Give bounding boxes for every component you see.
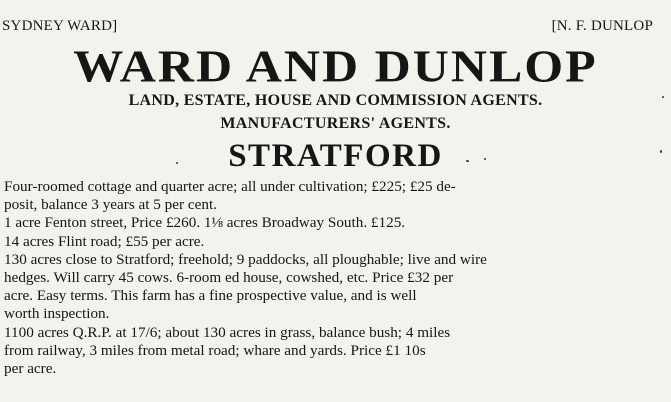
listing-line: posit, balance 3 years at 5 per cent. <box>4 196 217 214</box>
services-subtitle: LAND, ESTATE, HOUSE AND COMMISSION AGENTS. <box>128 92 543 109</box>
listing-item <box>4 324 668 379</box>
listing-item <box>4 233 668 251</box>
print-speck <box>176 162 178 164</box>
listing-line: worth inspection. <box>4 305 110 323</box>
print-speck <box>466 160 469 162</box>
agents-subtitle: MANUFACTURERS' AGENTS. <box>220 115 451 132</box>
listing-item <box>4 251 668 324</box>
ward-label: SYDNEY WARD] <box>2 18 118 34</box>
print-speck <box>662 96 664 98</box>
listing-line: hedges. Will carry 45 cows. 6-room ed house, cowshed, etc. Price £32 per <box>4 269 454 287</box>
property-listings <box>4 178 668 378</box>
listing-line: 130 acres close to Stratford; freehold; 9 paddocks, all ploughable; live and wire <box>4 250 487 268</box>
listing-line: 1 acre Fenton street, Price £260. 1⅛ acres Broadway South. £125. <box>4 214 406 232</box>
listing-item <box>4 178 668 214</box>
listing-line: 1100 acres Q.R.P. at 17/6; about 130 acres in grass, balance bush; 4 miles <box>4 323 451 341</box>
print-speck <box>660 150 662 153</box>
listing-item <box>4 214 668 232</box>
firm-name-heading: WARD AND DUNLOP <box>73 40 598 92</box>
listing-line: 14 acres Flint road; £55 per acre. <box>4 232 205 250</box>
listing-line: from railway, 3 miles from metal road; whare and yards. Price £1 10s <box>4 341 426 359</box>
agent-name-label: [N. F. DUNLOP <box>551 18 653 34</box>
listing-line: Four-roomed cottage and quarter acre; all under cultivation; £225; £25 de- <box>4 178 456 195</box>
listing-line: acre. Easy terms. This farm has a fine prospective value, and is well <box>4 287 417 305</box>
town-heading: STRATFORD <box>228 138 443 174</box>
print-speck <box>484 158 486 160</box>
listing-line: per acre. <box>4 360 57 378</box>
